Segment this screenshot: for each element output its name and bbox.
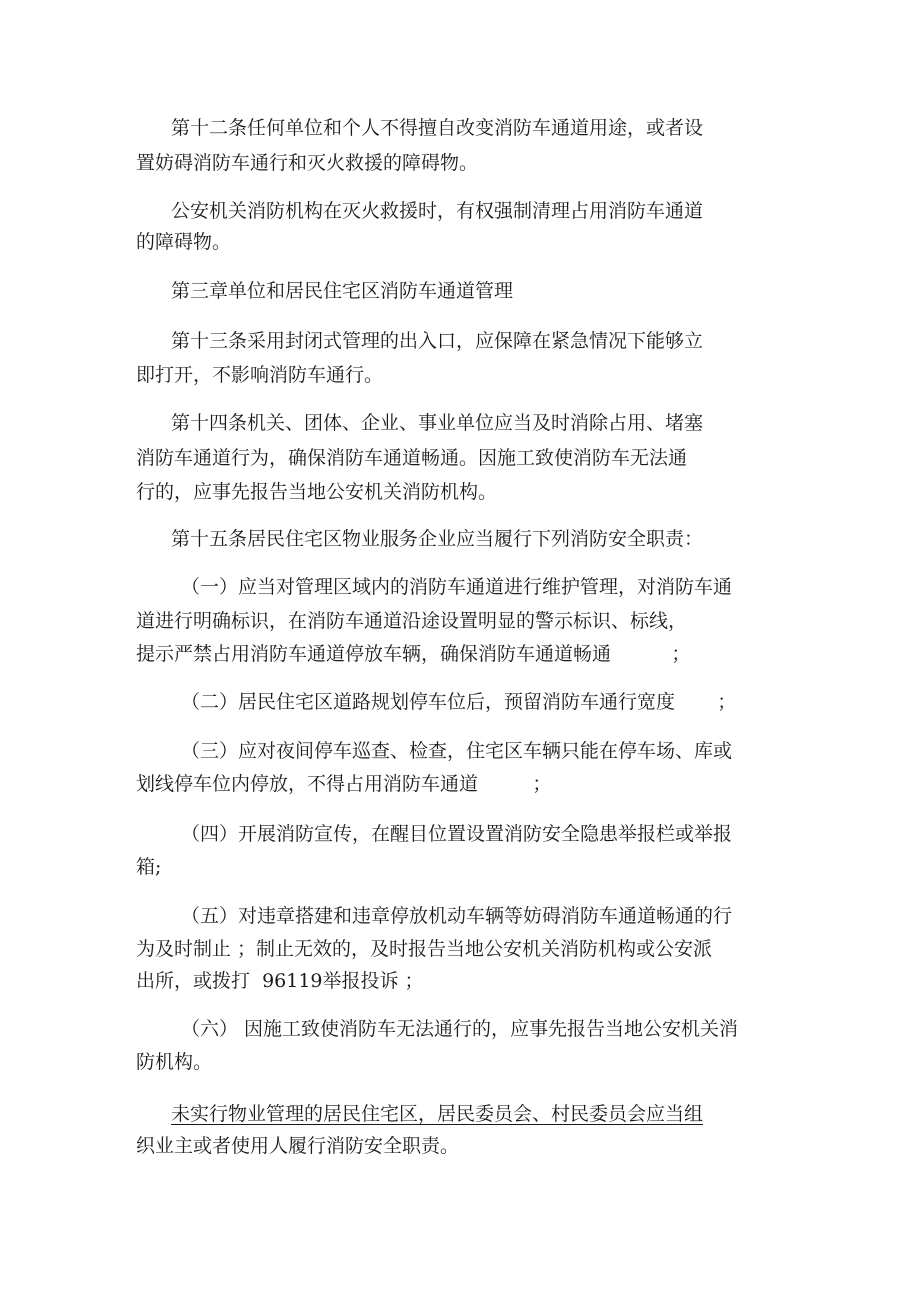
text-line: （三）应对夜间停车巡查、检查，住宅区车辆只能在停车场、库或: [181, 740, 733, 762]
text-line: （四）开展消防宣传，在醒目位置设置消防安全隐患举报栏或举报: [181, 823, 733, 845]
text-line: 织业主或者使用人履行消防安全职责。: [136, 1135, 460, 1157]
text-line: 第十三条采用封闭式管理的出入口，应保障在紧急情况下能够立: [171, 330, 704, 352]
text-line: 置妨碍消防车通行和灭火救援的障碍物。: [136, 152, 479, 174]
text-line: 行的，应事先报告当地公安机关消防机构。: [136, 481, 498, 503]
text-line: 出所，或拨打 96119举报投诉 ；: [136, 970, 424, 992]
text-line: 提示严禁占用消防车通道停放车辆，确保消防车通道畅通 ；: [136, 643, 691, 665]
text-line: （五）对违章搭建和违章停放机动车辆等妨碍消防车通道畅通的行: [181, 905, 733, 927]
text-line: 第十五条居民住宅区物业服务企业应当履行下列消防安全职责：: [171, 528, 704, 550]
text-line: 公安机关消防机构在灭火救援时，有权强制清理占用消防车通道: [171, 200, 704, 222]
text-line: 消防车通道行为，确保消防车通道畅通。因施工致使消防车无法通: [136, 447, 688, 469]
text-line: 道进行明确标识，在消防车通道沿途设置明显的警示标识、标线，: [136, 610, 688, 632]
text-line: 第十四条机关、团体、企业、事业单位应当及时消除占用、堵塞: [171, 412, 704, 434]
text-line: （二）居民住宅区道路规划停车位后，预留消防车通行宽度 ；: [181, 691, 737, 713]
text-line: 第十二条任何单位和个人不得擅自改变消防车通道用途，或者设: [171, 117, 704, 139]
text-line: 为及时制止 ；制止无效的，及时报告当地公安机关消防机构或公安派: [136, 938, 713, 960]
text-line: 防机构。: [136, 1051, 213, 1073]
text-line: （一）应当对管理区域内的消防车通道进行维护管理，对消防车通: [181, 576, 733, 598]
text-line: 即打开，不影响消防车通行。: [136, 364, 384, 386]
text-line: 的障碍物。: [136, 231, 232, 253]
text-line: 未实行物业管理的居民住宅区，居民委员会、村民委员会应当组: [171, 1103, 704, 1125]
text-line: 划线停车位内停放，不得占用消防车通道 ；: [136, 773, 552, 795]
text-line: （六） 因施工致使消防车无法通行的，应事先报告当地公安机关消: [181, 1018, 739, 1040]
text-line: 箱;: [136, 856, 162, 878]
chapter-title: 第三章单位和居民住宅区消防车通道管理: [171, 280, 514, 302]
